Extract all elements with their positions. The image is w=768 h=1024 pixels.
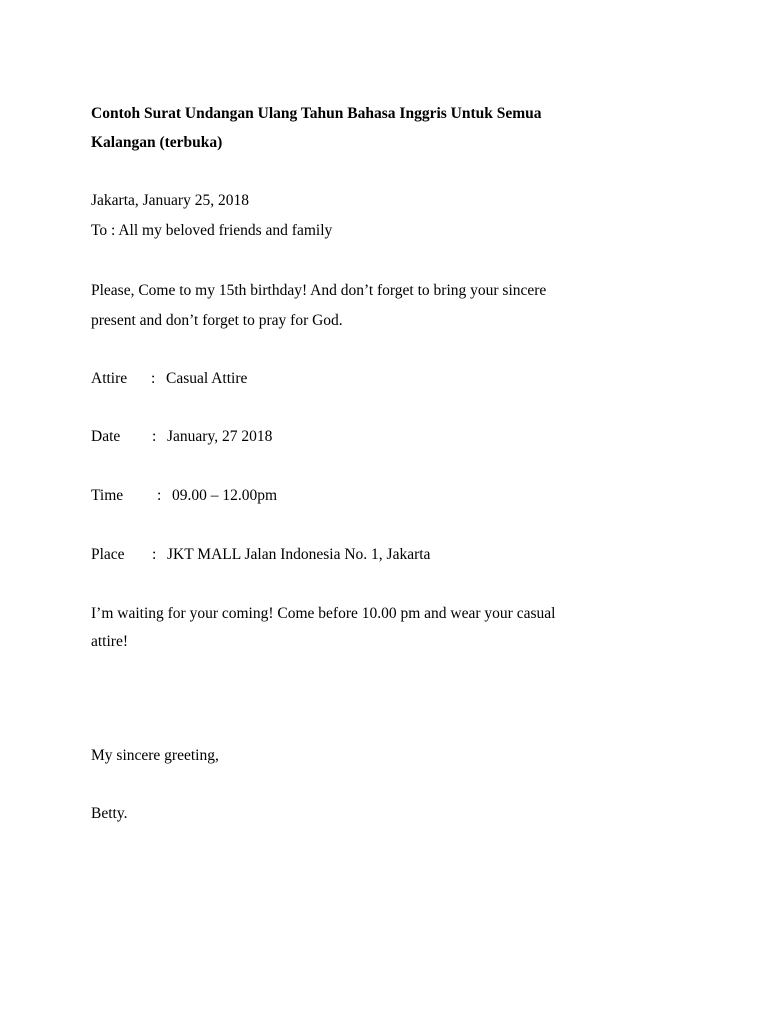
place-date: Jakarta, January 25, 2018 [91, 192, 249, 209]
detail-value: 09.00 – 12.00pm [172, 487, 278, 504]
closing-line-1: I’m waiting for your coming! Come before 10.00 pm and wear your casual [91, 605, 556, 622]
detail-label: Attire [91, 370, 128, 387]
detail-time [91, 486, 691, 506]
detail-label: Time [91, 487, 124, 504]
detail-place [91, 545, 691, 565]
detail-colon: : [151, 370, 156, 387]
body-line-1: Please, Come to my 15th birthday! And don’t forget to bring your sincere [91, 282, 547, 299]
document-title-line-1: Contoh Surat Undangan Ulang Tahun Bahasa Inggris Untuk Semua [91, 105, 542, 122]
greeting: My sincere greeting, [91, 747, 219, 764]
detail-value: January, 27 2018 [167, 428, 273, 445]
detail-attire [91, 369, 691, 389]
detail-label: Date [91, 428, 121, 445]
body-line-2: present and don’t forget to pray for God. [91, 312, 343, 329]
closing-line-2: attire! [91, 633, 129, 650]
detail-colon: : [157, 487, 162, 504]
detail-value: Casual Attire [166, 370, 248, 387]
document-title-line-2: Kalangan (terbuka) [91, 134, 223, 151]
detail-value: JKT MALL Jalan Indonesia No. 1, Jakarta [167, 546, 431, 563]
detail-label: Place [91, 546, 125, 563]
detail-colon: : [152, 428, 157, 445]
detail-date [91, 427, 691, 447]
recipient: To : All my beloved friends and family [91, 222, 333, 239]
detail-colon: : [152, 546, 157, 563]
signature: Betty. [91, 805, 128, 822]
